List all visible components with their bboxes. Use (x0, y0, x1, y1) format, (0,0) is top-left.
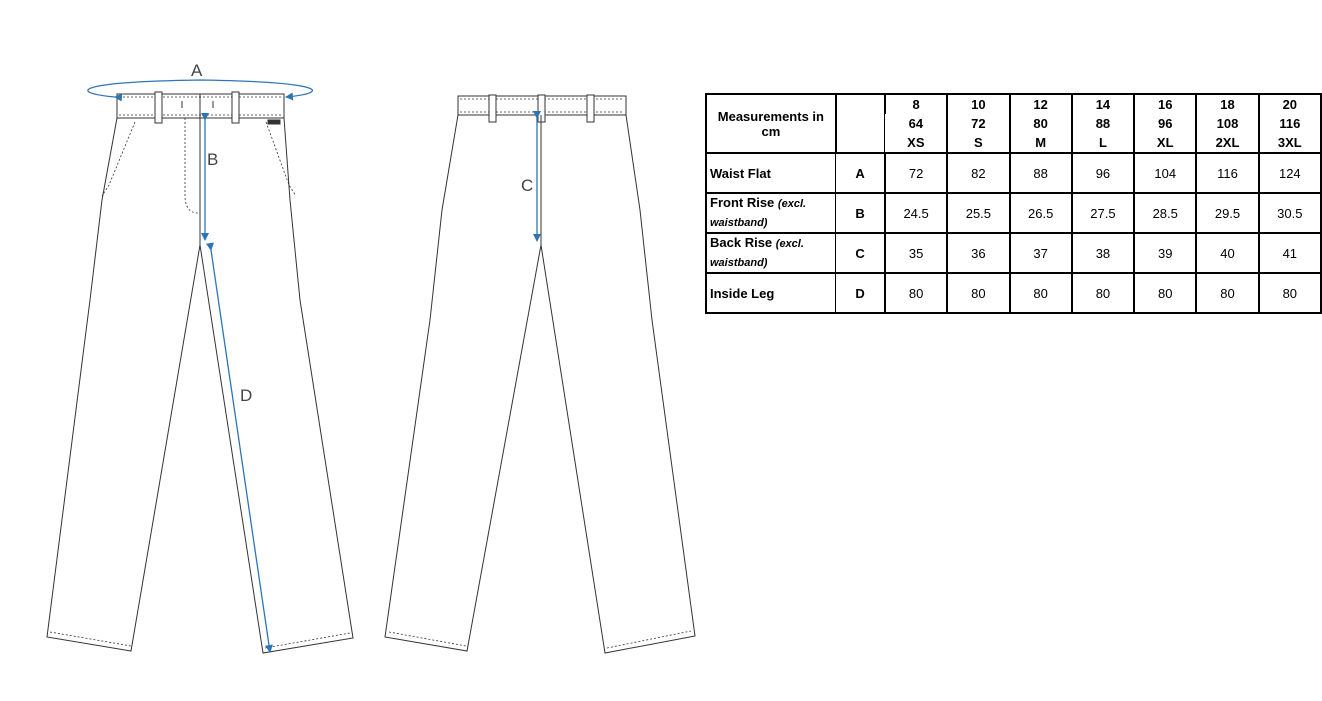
measurement-name: Back Rise (710, 235, 773, 250)
size-eu-cell: 108 (1196, 114, 1258, 133)
measurement-value: 80 (1010, 273, 1072, 313)
measurement-value: 80 (1134, 273, 1196, 313)
back-view (385, 95, 695, 653)
measurement-row (706, 193, 1321, 233)
size-chart-table (705, 93, 1322, 314)
measurement-value: 80 (1072, 273, 1134, 313)
measurement-label (706, 273, 836, 313)
measurement-value: 35 (885, 233, 947, 273)
measurement-row (706, 273, 1321, 313)
label-b: B (207, 150, 219, 169)
measurement-code: A (836, 153, 885, 193)
belt-loop (232, 92, 239, 123)
measurement-value: 36 (947, 233, 1009, 273)
back-legs-outline (385, 115, 695, 653)
measurement-value: 25.5 (947, 193, 1009, 233)
measurement-value: 96 (1072, 153, 1134, 193)
header-spacer (836, 94, 885, 153)
front-fly (185, 118, 198, 213)
measurement-value: 30.5 (1259, 193, 1321, 233)
label-a: A (191, 61, 203, 80)
size-eu-cell: 96 (1134, 114, 1196, 133)
measurement-note: (excl. waistband) (710, 198, 807, 229)
size-uk-cell: 14 (1072, 94, 1134, 114)
measurement-value: 116 (1196, 153, 1258, 193)
measurements-title: Measurements in cm (706, 94, 836, 153)
size-eu-cell: 88 (1072, 114, 1134, 133)
measurement-value: 80 (885, 273, 947, 313)
size-uk-cell: 18 (1196, 94, 1258, 114)
size-uk-cell: 10 (947, 94, 1009, 114)
size-eu-cell: 72 (947, 114, 1009, 133)
size-eu-cell: 64 (885, 114, 947, 133)
front-view (47, 92, 353, 653)
label-c: C (521, 176, 534, 195)
measurement-name: Inside Leg (710, 285, 775, 301)
measurement-code: C (836, 233, 885, 273)
size-letter-cell: L (1072, 133, 1134, 153)
measurement-label (706, 153, 836, 193)
measurement-value: 124 (1259, 153, 1321, 193)
label-d: D (240, 386, 253, 405)
front-pocket (266, 122, 296, 196)
size-uk-cell: 12 (1010, 94, 1072, 114)
size-uk-cell: 8 (885, 94, 947, 114)
size-letter-cell: 2XL (1196, 133, 1258, 153)
belt-loop (587, 95, 594, 122)
size-letter-cell: 3XL (1259, 133, 1321, 153)
size-chart-body (706, 94, 1321, 313)
inside-leg-arrow-d (211, 250, 270, 652)
measurement-value: 40 (1196, 233, 1258, 273)
measurement-row (706, 233, 1321, 273)
measurement-label (706, 193, 836, 233)
measurement-value: 104 (1134, 153, 1196, 193)
measurement-value: 37 (1010, 233, 1072, 273)
size-letter-cell: S (947, 133, 1009, 153)
size-eu-cell: 80 (1010, 114, 1072, 133)
size-header-uk (706, 94, 1321, 114)
front-pocket (102, 122, 135, 196)
measurement-value: 39 (1134, 233, 1196, 273)
measurement-value: 80 (1259, 273, 1321, 313)
size-letter-cell: M (1010, 133, 1072, 153)
size-eu-cell: 116 (1259, 114, 1321, 133)
measurement-value: 41 (1259, 233, 1321, 273)
size-letter-cell: XS (885, 133, 947, 153)
size-uk-cell: 20 (1259, 94, 1321, 114)
measurement-value: 72 (885, 153, 947, 193)
measurement-note: (excl. waistband) (710, 238, 804, 269)
measurement-value: 80 (1196, 273, 1258, 313)
measurement-value: 88 (1010, 153, 1072, 193)
measurement-value: 27.5 (1072, 193, 1134, 233)
measurement-code: B (836, 193, 885, 233)
measurement-name: Waist Flat (710, 165, 771, 181)
measurement-value: 38 (1072, 233, 1134, 273)
belt-loop (489, 95, 496, 122)
measurement-value: 24.5 (885, 193, 947, 233)
measurement-row (706, 153, 1321, 193)
measurement-value: 29.5 (1196, 193, 1258, 233)
measurement-value: 26.5 (1010, 193, 1072, 233)
measurement-name: Front Rise (710, 195, 775, 210)
measurement-value: 80 (947, 273, 1009, 313)
measurement-value: 28.5 (1134, 193, 1196, 233)
measurement-label (706, 233, 836, 273)
measurement-code: D (836, 273, 885, 313)
belt-loop (155, 92, 162, 123)
size-uk-cell: 16 (1134, 94, 1196, 114)
size-letter-cell: XL (1134, 133, 1196, 153)
measurement-value: 82 (947, 153, 1009, 193)
